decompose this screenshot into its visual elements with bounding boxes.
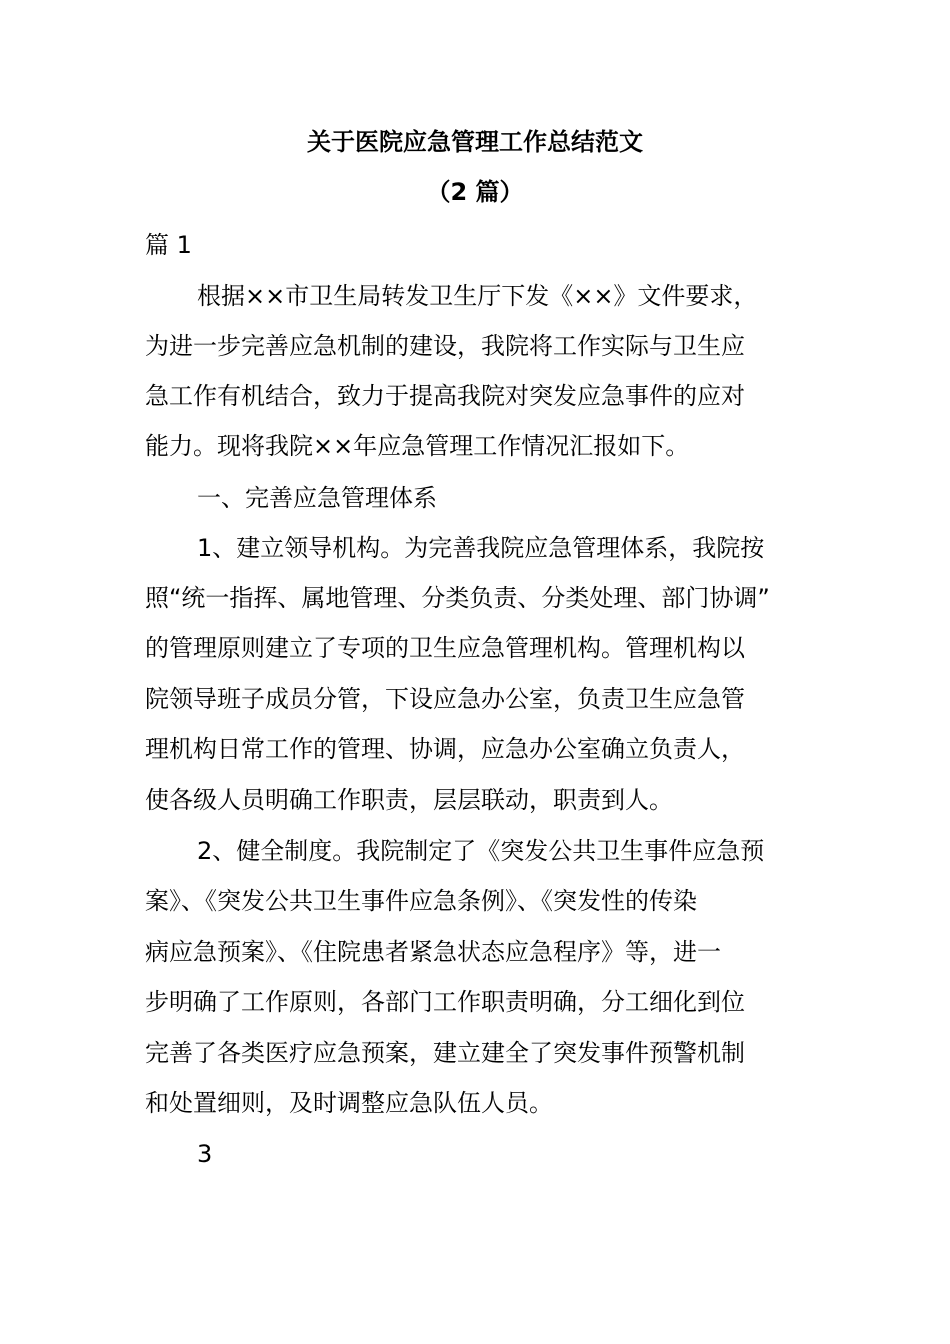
paragraph-line: 病应急预案》、《住院患者紧急状态应急程序》等，进一: [145, 938, 721, 966]
paragraph-line: 3: [197, 1140, 213, 1168]
paragraph-line: 和处置细则，及时调整应急队伍人员。: [145, 1089, 553, 1117]
paragraph-line: 根据××市卫生局转发卫生厅下发《××》文件要求，: [197, 282, 758, 310]
paragraph-line: 案》、《突发公共卫生事件应急条例》、《突发性的传染: [145, 887, 697, 915]
paragraph-line: 院领导班子成员分管，下设应急办公室，负责卫生应急管: [145, 685, 745, 713]
paragraph-line: 照“统一指挥、属地管理、分类负责、分类处理、部门协调”: [145, 584, 770, 612]
paragraph-line: 步明确了工作原则，各部门工作职责明确，分工细化到位: [145, 988, 745, 1016]
section-label: 篇 1: [145, 231, 192, 259]
paragraph-line: 急工作有机结合，致力于提高我院对突发应急事件的应对: [145, 382, 745, 410]
paragraph-line: 的管理原则建立了专项的卫生应急管理机构。管理机构以: [145, 634, 745, 662]
paragraph-line: 为进一步完善应急机制的建设，我院将工作实际与卫生应: [145, 332, 745, 360]
section-heading: 一、完善应急管理体系: [197, 484, 437, 512]
document-subtitle: （2 篇）: [426, 178, 524, 206]
paragraph-line: 能力。现将我院××年应急管理工作情况汇报如下。: [145, 432, 690, 460]
paragraph-line: 1、建立领导机构。为完善我院应急管理体系，我院按: [197, 534, 765, 562]
document-title: 关于医院应急管理工作总结范文: [307, 128, 643, 156]
paragraph-line: 完善了各类医疗应急预案，建立建全了突发事件预警机制: [145, 1039, 745, 1067]
paragraph-line: 理机构日常工作的管理、协调，应急办公室确立负责人，: [145, 735, 745, 763]
paragraph-line: 使各级人员明确工作职责，层层联动，职责到人。: [145, 786, 673, 814]
paragraph-line: 2、健全制度。我院制定了《突发公共卫生事件应急预: [197, 837, 765, 865]
